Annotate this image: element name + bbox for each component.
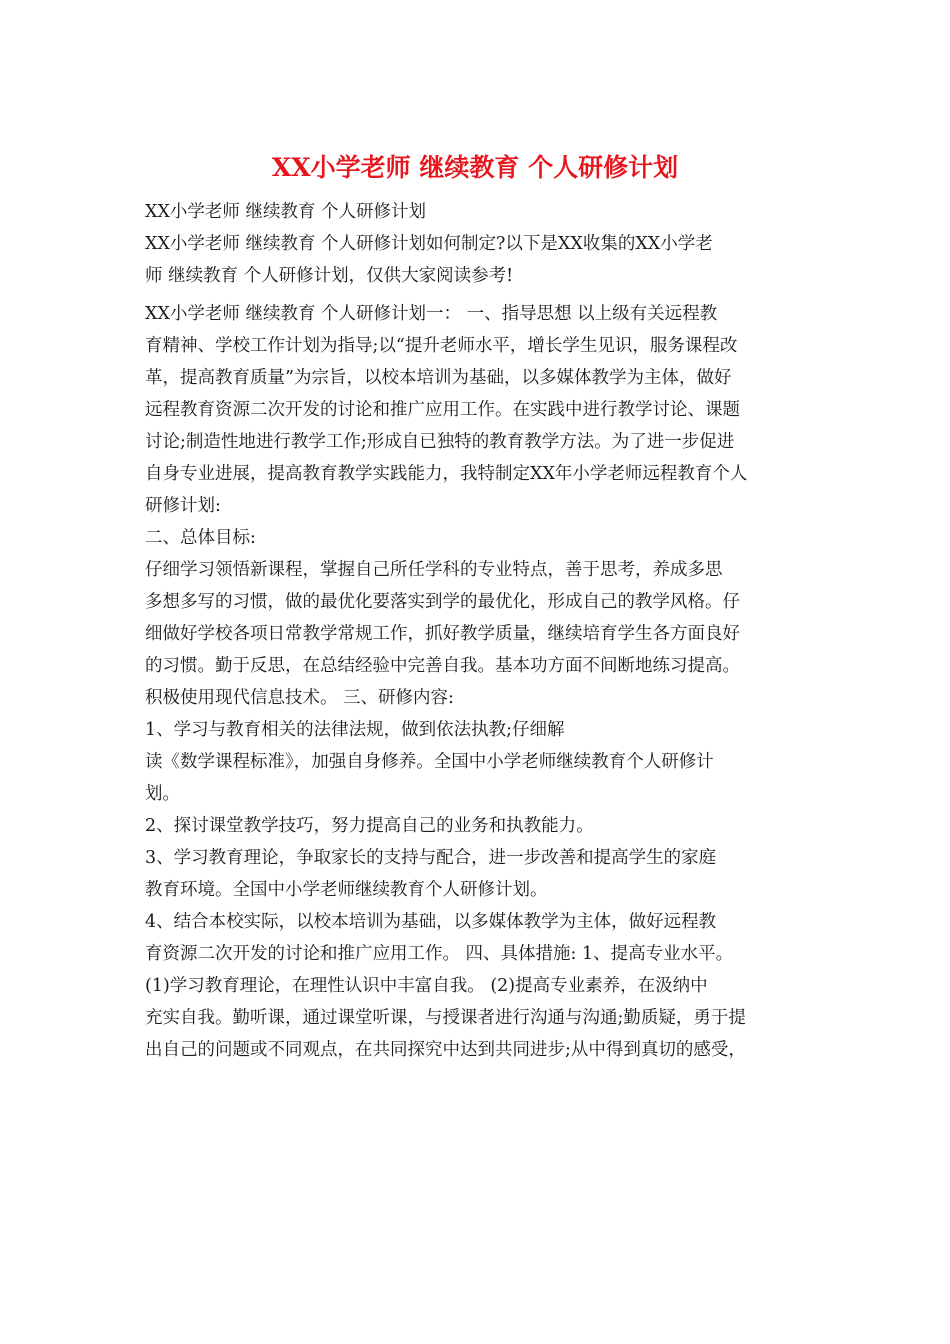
paragraph-line: 育精神、学校工作计划为指导;以“提升老师水平，增长学生见识，服务课程改	[145, 336, 738, 356]
paragraph-line: 的习惯。勤于反思，在总结经验中完善自我。基本功方面不间断地练习提高。	[145, 656, 740, 676]
document-title: XX小学老师 继续教育 个人研修计划	[271, 153, 679, 182]
list-item: 1、学习与教育相关的法律法规，做到依法执教;仔细解	[145, 720, 565, 740]
paragraph-line: 远程教育资源二次开发的讨论和推广应用工作。在实践中进行教学讨论、课题	[145, 400, 740, 420]
paragraph-line: 师 继续教育 个人研修计划，仅供大家阅读参考!	[145, 266, 514, 286]
paragraph-line: (1)学习教育理论，在理性认识中丰富自我。 (2)提高专业素养，在汲纳中	[145, 976, 708, 996]
paragraph-line: 多想多写的习惯，做的最优化要落实到学的最优化，形成自己的教学风格。仔	[145, 592, 740, 612]
paragraph-line: 仔细学习领悟新课程，掌握自己所任学科的专业特点，善于思考，养成多思	[145, 560, 723, 580]
paragraph-line: 讨论;制造性地进行教学工作;形成自已独特的教育教学方法。为了进一步促进	[145, 432, 735, 452]
paragraph-line: 细做好学校各项日常教学常规工作，抓好教学质量，继续培育学生各方面良好	[145, 624, 740, 644]
paragraph-line: 出自己的问题或不同观点，在共同探究中达到共同进步;从中得到真切的感受，	[145, 1040, 746, 1060]
list-item: 2、探讨课堂教学技巧，努力提高自己的业务和执教能力。	[145, 816, 594, 836]
list-item: 3、学习教育理论，争取家长的支持与配合，进一步改善和提高学生的家庭	[145, 848, 717, 868]
paragraph-line: XX小学老师 继续教育 个人研修计划一： 一、指导思想 以上级有关远程教	[145, 304, 718, 324]
paragraph-line: 研修计划:	[145, 496, 221, 516]
paragraph-line: 充实自我。勤听课，通过课堂听课，与授课者进行沟通与沟通;勤质疑，勇于提	[145, 1008, 746, 1028]
section-heading: 二、总体目标:	[145, 528, 256, 548]
list-item: 4、结合本校实际，以校本培训为基础，以多媒体教学为主体，做好远程教	[145, 912, 717, 932]
paragraph-line: XX小学老师 继续教育 个人研修计划	[145, 202, 427, 222]
paragraph-line: 育资源二次开发的讨论和推广应用工作。 四、具体措施: 1、提高专业水平。	[145, 944, 734, 964]
paragraph-line: 读《数学课程标准》，加强自身修养。全国中小学老师继续教育个人研修计	[145, 752, 714, 772]
paragraph-line: 教育环境。全国中小学老师继续教育个人研修计划。	[145, 880, 548, 900]
document-body	[145, 196, 805, 1066]
paragraph-line: 划。	[145, 784, 180, 804]
paragraph-line: 自身专业进展，提高教育教学实践能力，我特制定XX年小学老师远程教育个人	[145, 464, 748, 484]
paragraph-line: 积极使用现代信息技术。 三、研修内容:	[145, 688, 454, 708]
paragraph-line: XX小学老师 继续教育 个人研修计划如何制定?以下是XX收集的XX小学老	[145, 234, 713, 254]
paragraph-line: 革，提高教育质量”为宗旨，以校本培训为基础，以多媒体教学为主体，做好	[145, 368, 732, 388]
